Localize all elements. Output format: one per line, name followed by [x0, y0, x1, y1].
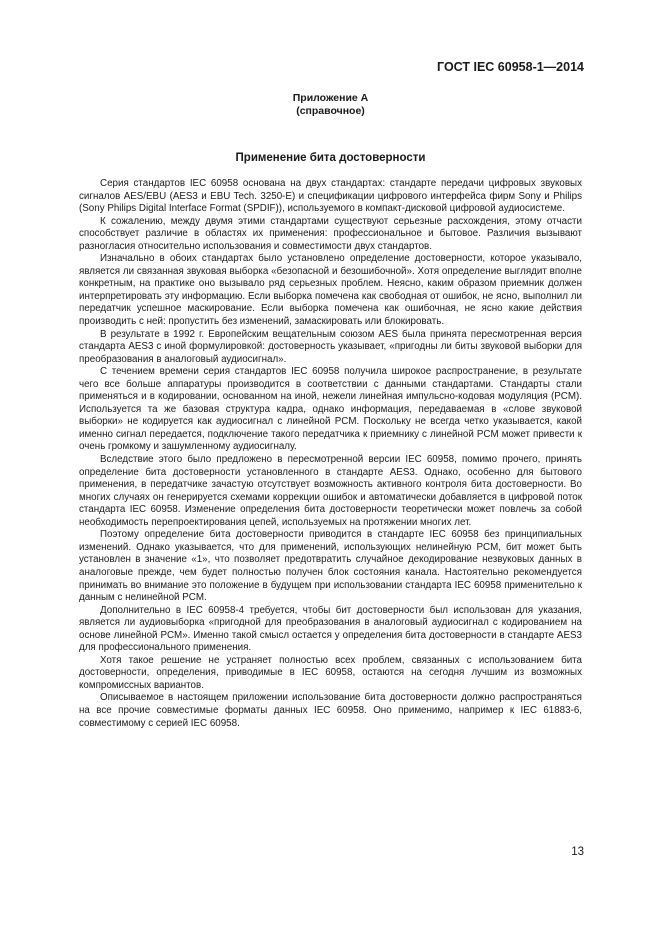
- paragraph-2: К сожалению, между двумя этими стандартами существуют серьезные расхождения, этому отчасти способствует различие в областях их применения: профессиональное и бытовое. Различия вызывают разногласия относительно использования и совместимости двух стандартов.: [79, 215, 582, 252]
- paragraph-10: Описываемое в настоящем приложении использование бита достоверности должно распространяться на все прочие совместимые форматы данных IEC 60958. Оно применимо, например к IEC 61883-6, совместимому с серией IEC 60958.: [79, 692, 582, 729]
- annex-body: [79, 178, 582, 730]
- paragraph-9: Хотя такое решение не устраняет полностью всех проблем, связанных с использованием бита достоверности, определения, приводимые в IEC 60958, остаются на сегодня лучшим из возможных компромиссных вариантов.: [79, 654, 582, 691]
- paragraph-4: В результате в 1992 г. Европейским вещательным союзом AES была принята пересмотренная версия стандарта AES3 с иной формулировкой: достоверность указывает, «пригодны ли биты звуковой выборки для преобразования в аналоговый аудиосигнал».: [79, 328, 582, 365]
- annex-label: Приложение А: [292, 92, 369, 104]
- paragraph-6: Вследствие этого было предложено в пересмотренной версии IEC 60958, помимо прочего, принять определение бита достоверности установленного в стандарте AES3. Однако, особенно для бытового применения, в передатчике зачастую отсутствует возможность активного контроля бита достоверности. Во многих случаях он генерируется схемами коррекции ошибок и автоматически добавляется в цифровой поток стандарта IEC 60958. Изменение определения бита достоверности теоретически может повлечь за собой необходимость перепроектирования цепей, используемых на протяжении многих лет.: [79, 454, 582, 528]
- page-number: 13: [571, 846, 584, 858]
- paragraph-7: Поэтому определение бита достоверности приводится в стандарте IEC 60958 без принципиальных изменений. Однако указывается, что для применений, использующих нелинейную PCM, бит может быть установлен в значение «1», что позволяет предотвратить случайное декодирование незвуковых данных в аналоговые прежде, чем будет полностью получен блок состояния канала. Настоятельно рекомендуется принимать во внимание это положение в будущем при использовании стандарта IEC 60958 применительно к данным с нелинейной PCM.: [79, 529, 582, 604]
- paragraph-1: Серия стандартов IEC 60958 основана на двух стандартах: стандарте передачи цифровых звуковых сигналов AES/EBU (AES3 и EBU Tech. 3250-E) и спецификации цифрового интерфейса фирм Sony и Philips (Sony Philips Digital Interface Format (SPDIF)), используемого в компакт-дисковой цифровой аудиосистеме.: [79, 178, 582, 215]
- document-standard-id: ГОСТ IEC 60958-1—2014: [437, 60, 584, 74]
- annex-heading: [0, 92, 661, 118]
- annex-type: (справочное): [296, 105, 365, 117]
- paragraph-8: Дополнительно в IEC 60958-4 требуется, чтобы бит достоверности был использован для указания, является ли аудиовыборка «пригодной для преобразования в аналоговый аудиосигнал с кодированием на основе линейной PCM». Именно такой смысл остается у определения бита достоверности в стандарте AES3 для профессионального применения.: [79, 604, 582, 654]
- section-title: Применение бита достоверности: [235, 152, 426, 164]
- paragraph-5: С течением времени серия стандартов IEC 60958 получила широкое распространение, в результате чего все больше аппаратуры производится в соответствии с данными стандартами. Стандарты стали применяться и в кодировании, основанном на иной, нежели линейная импульсно-кодовая модуляция (PCM). Используется та же базовая структура кадра, однако информация, передаваемая в «слове звуковой выборки» не кодируется как аудиосигнал с линейной PCM. Поскольку не всегда четко указывается, какой именно сигнал передается, подключение такого передатчика к приемнику с линейной PCM может привести к очень громкому и зашумленному аудиосигналу.: [79, 366, 582, 453]
- paragraph-3: Изначально в обоих стандартах было установлено определение достоверности, которое указывало, является ли связанная звуковая выборка «безопасной и безошибочной». Хотя определение выглядит вполне конкретным, на практике оно вызывало ряд серьезных проблем. Неясно, каким образом приемник должен интерпретировать эту информацию. Если выборка помечена как свободная от ошибок, не ясно, выполнил ли передатчик успешное маскирование. Если выборка помечена как ошибочная, не ясно какие действия производить с ней: пропустить без изменений, замаскировать или блокировать.: [79, 253, 582, 328]
